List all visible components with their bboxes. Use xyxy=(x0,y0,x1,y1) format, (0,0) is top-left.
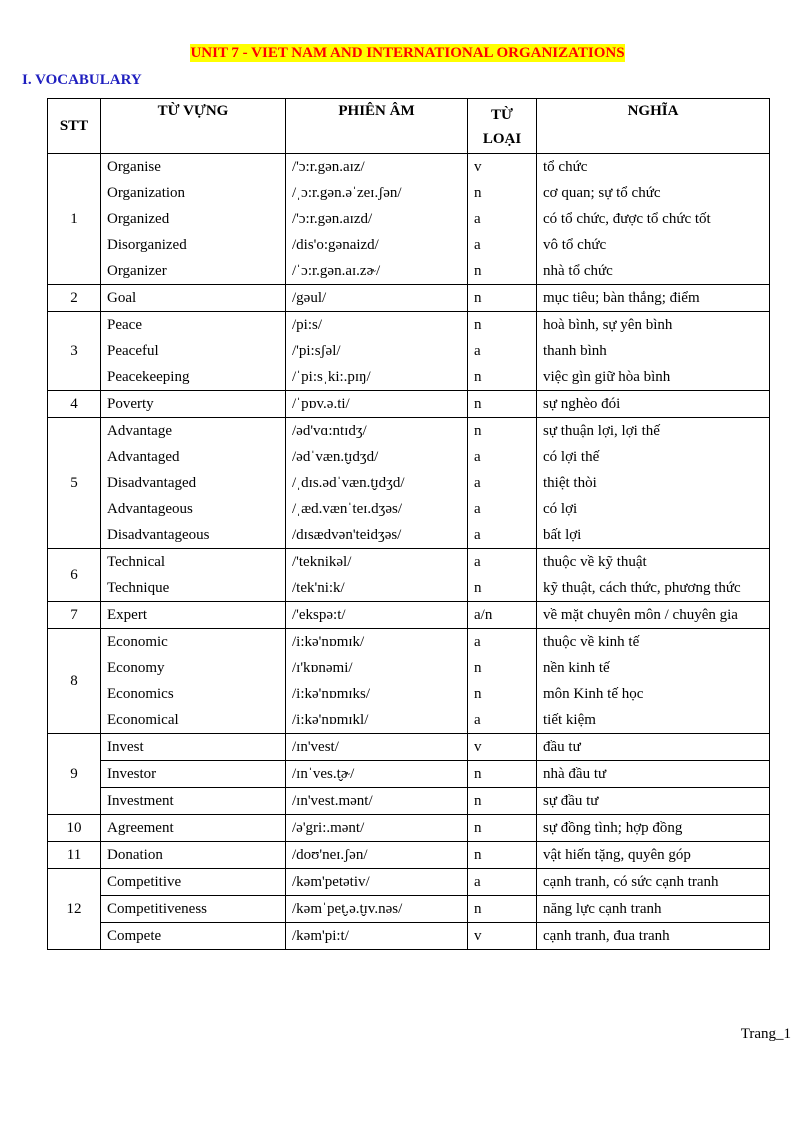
header-pos-line-1: TỪ xyxy=(491,107,513,123)
phonetic-text: /ˈpɒv.ə.ti/ xyxy=(292,396,350,412)
word-text: Organizer xyxy=(107,263,167,279)
phonetic-text: /kəm'pi:t/ xyxy=(292,928,349,944)
word-cell xyxy=(101,815,286,842)
page-number: Trang_1 xyxy=(740,1026,791,1042)
stt-cell: 8 xyxy=(48,629,101,734)
stt-cell: 3 xyxy=(48,312,101,391)
phonetic-text: /kəm'petətiv/ xyxy=(292,874,370,890)
pos-text: v xyxy=(474,159,482,175)
table-row xyxy=(48,734,770,761)
document-title-text: UNIT 7 - VIET NAM AND INTERNATIONAL ORGANIZATIONS xyxy=(190,45,625,61)
meaning-text: tổ chức xyxy=(543,159,588,175)
phonetic-text: /dɪsædvən'teidʒəs/ xyxy=(292,527,402,543)
phonetic-cell xyxy=(286,629,468,734)
meaning-text: sự nghèo đói xyxy=(543,396,621,412)
phonetic-cell xyxy=(286,788,468,815)
phonetic-cell xyxy=(286,154,468,285)
stt-cell: 2 xyxy=(48,285,101,312)
phonetic-text: /doʊ'neɪ.ʃən/ xyxy=(292,847,368,863)
word-cell xyxy=(101,391,286,418)
word-cell xyxy=(101,734,286,761)
phonetic-text: /ˌɔ:r.gən.əˈzeɪ.ʃən/ xyxy=(292,185,402,201)
table-body xyxy=(48,154,770,950)
pos-text: a xyxy=(474,449,481,465)
word-text: Advantage xyxy=(107,423,172,439)
word-text: Goal xyxy=(107,290,137,306)
word-text: Peaceful xyxy=(107,343,159,359)
table-row xyxy=(48,869,770,896)
meaning-text: nền kinh tế xyxy=(543,660,610,676)
word-cell xyxy=(101,154,286,285)
pos-cell xyxy=(468,154,537,285)
phonetic-text: /ˌdɪs.ədˈvæn.t̬ɪdʒd/ xyxy=(292,475,405,491)
pos-cell xyxy=(468,629,537,734)
word-text: Advantaged xyxy=(107,449,180,465)
word-text: Technique xyxy=(107,580,170,596)
word-cell xyxy=(101,896,286,923)
phonetic-cell xyxy=(286,602,468,629)
pos-text: n xyxy=(474,660,482,676)
word-text: Organized xyxy=(107,211,170,227)
meaning-cell xyxy=(537,923,770,950)
phonetic-text: /dis'o:gənaizd/ xyxy=(292,237,379,253)
word-text: Investor xyxy=(107,766,157,782)
phonetic-text: /ˈɔ:r.gən.aɪ.zɚ/ xyxy=(292,263,381,279)
pos-text: a/n xyxy=(474,607,493,623)
word-text: Organise xyxy=(107,159,161,175)
word-cell xyxy=(101,761,286,788)
pos-text: a xyxy=(474,554,481,570)
word-text: Economical xyxy=(107,712,179,728)
meaning-text: cạnh tranh, có sức cạnh tranh xyxy=(543,874,719,890)
word-text: Peacekeeping xyxy=(107,369,190,385)
header-pos-line-2: LOẠI xyxy=(482,131,522,147)
meaning-text: thuộc về kỹ thuật xyxy=(543,554,647,570)
meaning-text: bất lợi xyxy=(543,527,582,543)
meaning-text: môn Kinh tế học xyxy=(543,686,644,702)
meaning-text: thanh bình xyxy=(543,343,607,359)
pos-text: a xyxy=(474,237,481,253)
meaning-text: có lợi xyxy=(543,501,578,517)
meaning-cell xyxy=(537,602,770,629)
pos-cell xyxy=(468,549,537,602)
meaning-cell xyxy=(537,154,770,285)
meaning-text: thiệt thòi xyxy=(543,475,597,491)
word-cell xyxy=(101,788,286,815)
phonetic-text: /i:kə'nɒmɪk/ xyxy=(292,634,365,650)
phonetic-text: /'ɔ:r.gən.aɪz/ xyxy=(292,159,365,175)
phonetic-text: /pi:s/ xyxy=(292,317,323,333)
word-text: Invest xyxy=(107,739,144,755)
pos-text: n xyxy=(474,369,482,385)
phonetic-text: /ɪn'vest/ xyxy=(292,739,339,755)
word-cell xyxy=(101,842,286,869)
meaning-text: vô tổ chức xyxy=(543,237,607,253)
table-row xyxy=(48,629,770,734)
word-cell xyxy=(101,418,286,549)
stt-cell: 11 xyxy=(48,842,101,869)
table-row xyxy=(48,788,770,815)
meaning-text: tiết kiệm xyxy=(543,712,596,728)
meaning-text: năng lực cạnh tranh xyxy=(543,901,662,917)
phonetic-text: /i:kə'nɒmɪks/ xyxy=(292,686,371,702)
meaning-text: nhà đầu tư xyxy=(543,766,607,782)
meaning-cell xyxy=(537,418,770,549)
pos-text: n xyxy=(474,686,482,702)
word-cell xyxy=(101,629,286,734)
meaning-text: sự đầu tư xyxy=(543,793,599,809)
phonetic-text: /ɪnˈves.t̬ɚ/ xyxy=(292,766,355,782)
pos-cell xyxy=(468,842,537,869)
phonetic-text: /əd'vɑ:ntɪdʒ/ xyxy=(292,423,367,439)
pos-cell xyxy=(468,285,537,312)
phonetic-cell xyxy=(286,761,468,788)
stt-cell: 4 xyxy=(48,391,101,418)
pos-text: a xyxy=(474,874,481,890)
pos-text: a xyxy=(474,501,481,517)
phonetic-text: /ˈpi:sˌki:.pɪŋ/ xyxy=(292,369,371,385)
table-row xyxy=(48,391,770,418)
phonetic-text: /ə'gri:.mənt/ xyxy=(292,820,365,836)
stt-cell: 7 xyxy=(48,602,101,629)
table-row xyxy=(48,549,770,602)
table-row xyxy=(48,923,770,950)
phonetic-text: /tek'ni:k/ xyxy=(292,580,345,596)
meaning-text: nhà tổ chức xyxy=(543,263,613,279)
phonetic-text: /'teknikəl/ xyxy=(292,554,352,570)
word-text: Economic xyxy=(107,634,168,650)
vocabulary-table xyxy=(47,98,770,950)
meaning-cell xyxy=(537,788,770,815)
phonetic-cell xyxy=(286,842,468,869)
phonetic-text: /i:kə'nɒmɪkl/ xyxy=(292,712,369,728)
meaning-cell xyxy=(537,312,770,391)
pos-cell xyxy=(468,312,537,391)
phonetic-text: /ɪn'vest.mənt/ xyxy=(292,793,373,809)
word-text: Disadvantaged xyxy=(107,475,197,491)
pos-text: n xyxy=(474,185,482,201)
table-row xyxy=(48,842,770,869)
phonetic-text: /ˌæd.vænˈteɪ.dʒəs/ xyxy=(292,501,402,517)
word-text: Disorganized xyxy=(107,237,187,253)
pos-text: a xyxy=(474,211,481,227)
pos-cell xyxy=(468,602,537,629)
phonetic-text: /ədˈvæn.t̬ɪdʒd/ xyxy=(292,449,379,465)
pos-text: n xyxy=(474,901,482,917)
word-cell xyxy=(101,285,286,312)
meaning-text: có tổ chức, được tổ chức tốt xyxy=(543,211,711,227)
phonetic-cell xyxy=(286,549,468,602)
meaning-cell xyxy=(537,549,770,602)
meaning-cell xyxy=(537,629,770,734)
meaning-text: thuộc về kinh tế xyxy=(543,634,640,650)
pos-cell xyxy=(468,761,537,788)
meaning-cell xyxy=(537,285,770,312)
header-meaning: NGHĨA xyxy=(537,99,770,154)
pos-text: n xyxy=(474,317,482,333)
word-text: Peace xyxy=(107,317,142,333)
word-text: Economy xyxy=(107,660,165,676)
stt-cell: 1 xyxy=(48,154,101,285)
header-stt: STT xyxy=(48,99,101,154)
pos-cell xyxy=(468,869,537,896)
stt-cell: 10 xyxy=(48,815,101,842)
phonetic-cell xyxy=(286,869,468,896)
table-row xyxy=(48,761,770,788)
word-cell xyxy=(101,602,286,629)
phonetic-cell xyxy=(286,923,468,950)
pos-text: v xyxy=(474,928,482,944)
meaning-cell xyxy=(537,896,770,923)
meaning-cell xyxy=(537,842,770,869)
pos-text: n xyxy=(474,847,482,863)
word-text: Economics xyxy=(107,686,174,702)
phonetic-text: /kəmˈpet̬.ə.t̬ɪv.nəs/ xyxy=(292,901,403,917)
pos-cell xyxy=(468,896,537,923)
word-text: Disadvantageous xyxy=(107,527,210,543)
pos-text: n xyxy=(474,820,482,836)
stt-cell: 9 xyxy=(48,734,101,815)
table-row xyxy=(48,418,770,549)
phonetic-cell xyxy=(286,418,468,549)
meaning-cell xyxy=(537,734,770,761)
table-row xyxy=(48,602,770,629)
meaning-text: việc gìn giữ hòa bình xyxy=(543,369,671,385)
word-text: Poverty xyxy=(107,396,154,412)
word-text: Agreement xyxy=(107,820,174,836)
phonetic-cell xyxy=(286,734,468,761)
word-text: Advantageous xyxy=(107,501,193,517)
table-row xyxy=(48,312,770,391)
word-cell xyxy=(101,923,286,950)
pos-cell xyxy=(468,815,537,842)
header-part-of-speech xyxy=(468,99,537,154)
pos-text: n xyxy=(474,580,482,596)
word-text: Technical xyxy=(107,554,166,570)
meaning-text: hoà bình, sự yên bình xyxy=(543,317,673,333)
stt-cell: 5 xyxy=(48,418,101,549)
meaning-text: cơ quan; sự tổ chức xyxy=(543,185,661,201)
header-phonetic: PHIÊN ÂM xyxy=(286,99,468,154)
meaning-text: về mặt chuyên môn / chuyên gia xyxy=(543,607,738,623)
pos-text: a xyxy=(474,712,481,728)
meaning-text: kỹ thuật, cách thức, phương thức xyxy=(543,580,741,596)
stt-cell: 12 xyxy=(48,869,101,950)
meaning-text: cạnh tranh, đua tranh xyxy=(543,928,670,944)
pos-cell xyxy=(468,391,537,418)
phonetic-cell xyxy=(286,896,468,923)
meaning-cell xyxy=(537,761,770,788)
stt-cell: 6 xyxy=(48,549,101,602)
table-header-row xyxy=(48,99,770,154)
pos-text: n xyxy=(474,263,482,279)
meaning-text: mục tiêu; bàn thắng; điểm xyxy=(543,290,700,306)
phonetic-cell xyxy=(286,312,468,391)
phonetic-text: /'pi:sʃəl/ xyxy=(292,343,341,359)
header-word: TỪ VỰNG xyxy=(101,99,286,154)
pos-text: n xyxy=(474,423,482,439)
table-row xyxy=(48,154,770,285)
table-row xyxy=(48,815,770,842)
meaning-cell xyxy=(537,869,770,896)
table-row xyxy=(48,285,770,312)
pos-text: n xyxy=(474,290,482,306)
pos-text: a xyxy=(474,475,481,491)
pos-cell xyxy=(468,788,537,815)
meaning-cell xyxy=(537,391,770,418)
meaning-text: sự đồng tình; hợp đồng xyxy=(543,820,683,836)
meaning-cell xyxy=(537,815,770,842)
pos-text: v xyxy=(474,739,482,755)
pos-cell xyxy=(468,734,537,761)
phonetic-text: /gəul/ xyxy=(292,290,327,306)
pos-text: a xyxy=(474,527,481,543)
meaning-text: sự thuận lợi, lợi thế xyxy=(543,423,660,439)
word-text: Competitive xyxy=(107,874,182,890)
word-text: Compete xyxy=(107,928,162,944)
phonetic-cell xyxy=(286,285,468,312)
pos-cell xyxy=(468,418,537,549)
document-title xyxy=(0,44,795,62)
phonetic-text: /ɪ'kɒnəmi/ xyxy=(292,660,353,676)
word-cell xyxy=(101,869,286,896)
word-text: Investment xyxy=(107,793,174,809)
pos-text: n xyxy=(474,396,482,412)
pos-text: n xyxy=(474,793,482,809)
pos-text: n xyxy=(474,766,482,782)
word-text: Expert xyxy=(107,607,147,623)
word-text: Competitiveness xyxy=(107,901,207,917)
pos-text: a xyxy=(474,634,481,650)
phonetic-text: /'ɔ:r.gən.aɪzd/ xyxy=(292,211,373,227)
phonetic-cell xyxy=(286,815,468,842)
pos-cell xyxy=(468,923,537,950)
word-text: Organization xyxy=(107,185,186,201)
pos-text: a xyxy=(474,343,481,359)
word-text: Donation xyxy=(107,847,163,863)
meaning-text: vật hiến tặng, quyên góp xyxy=(543,847,691,863)
phonetic-text: /'ekspə:t/ xyxy=(292,607,346,623)
meaning-text: có lợi thế xyxy=(543,449,600,465)
phonetic-cell xyxy=(286,391,468,418)
word-cell xyxy=(101,549,286,602)
table-row xyxy=(48,896,770,923)
word-cell xyxy=(101,312,286,391)
section-heading: I. VOCABULARY xyxy=(22,72,142,88)
meaning-text: đầu tư xyxy=(543,739,581,755)
